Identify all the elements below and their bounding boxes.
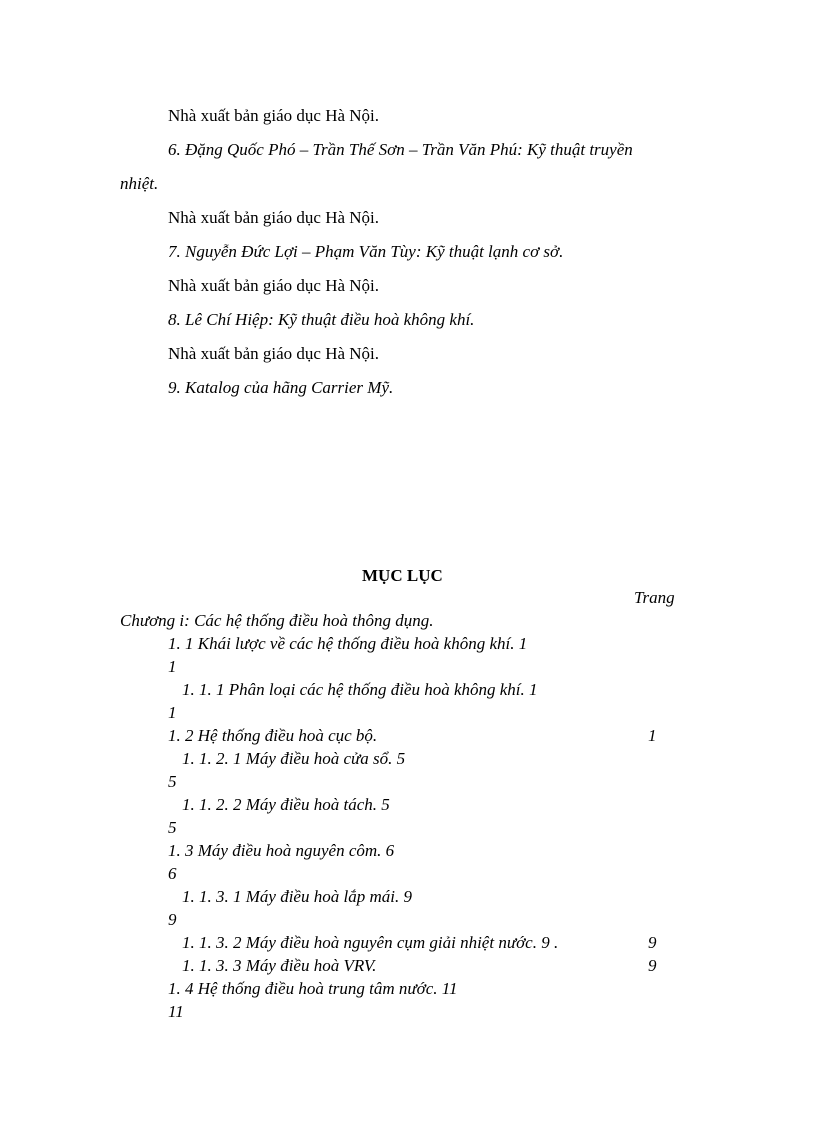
toc-entry-page: 9: [168, 910, 177, 929]
toc-entry: 1. 1. 2. 1 Máy điều hoà cửa sổ. 5: [182, 749, 406, 768]
ref-7: 7. Nguyễn Đức Lợi – Phạm Văn Tùy: Kỹ thuật lạnh cơ sở.: [168, 242, 564, 261]
toc-entry: 1. 1. 3. 1 Máy điều hoà lắp mái. 9: [182, 887, 412, 906]
toc-entry-page: 1: [168, 703, 177, 722]
toc-entry-page: 9: [648, 933, 657, 952]
toc-entry: 1. 2 Hệ thống điều hoà cục bộ.: [168, 726, 378, 745]
toc-entry: 1. 1. 3. 2 Máy điều hoà nguyên cụm giải nhiệt nước. 9 .: [182, 933, 559, 952]
toc-entry-page: 1: [648, 726, 657, 745]
ref-8: 8. Lê Chí Hiệp: Kỹ thuật điều hoà không khí.: [168, 310, 475, 329]
toc-entry-page: 5: [168, 818, 177, 837]
ref-publisher-line: Nhà xuất bản giáo dục Hà Nội.: [168, 344, 380, 363]
toc-entry: 1. 4 Hệ thống điều hoà trung tâm nước. 11: [168, 979, 458, 998]
toc-entry: 1. 1. 1 Phân loại các hệ thống điều hoà không khí. 1: [182, 680, 538, 699]
ref-9: 9. Katalog của hãng Carrier Mỹ.: [168, 378, 394, 397]
toc-entry-page: 6: [168, 864, 177, 883]
ref-publisher-line: Nhà xuất bản giáo dục Hà Nội.: [168, 106, 380, 125]
toc-page-header: Trang: [634, 588, 675, 607]
toc-entry-page: 9: [648, 956, 657, 975]
ref-6-line1: 6. Đặng Quốc Phó – Trần Thế Sơn – Trần Văn Phú: Kỹ thuật truyền: [168, 140, 633, 159]
toc-chapter: Chương i: Các hệ thống điều hoà thông dụng.: [120, 611, 434, 630]
toc-entry: 1. 3 Máy điều hoà nguyên côm. 6: [168, 841, 395, 860]
toc-entry: 1. 1. 3. 3 Máy điều hoà VRV.: [182, 956, 377, 975]
ref-publisher-line: Nhà xuất bản giáo dục Hà Nội.: [168, 276, 380, 295]
toc-entry-page: 5: [168, 772, 177, 791]
toc-entry-page: 1: [168, 657, 177, 676]
toc-title: MỤC LỤC: [362, 566, 443, 585]
toc-entry: 1. 1. 2. 2 Máy điều hoà tách. 5: [182, 795, 390, 814]
toc-entry: 1. 1 Khái lược về các hệ thống điều hoà không khí. 1: [168, 634, 528, 653]
toc-entry-page: 11: [168, 1002, 184, 1021]
ref-publisher-line: Nhà xuất bản giáo dục Hà Nội.: [168, 208, 380, 227]
ref-6-line2: nhiệt.: [120, 174, 159, 193]
